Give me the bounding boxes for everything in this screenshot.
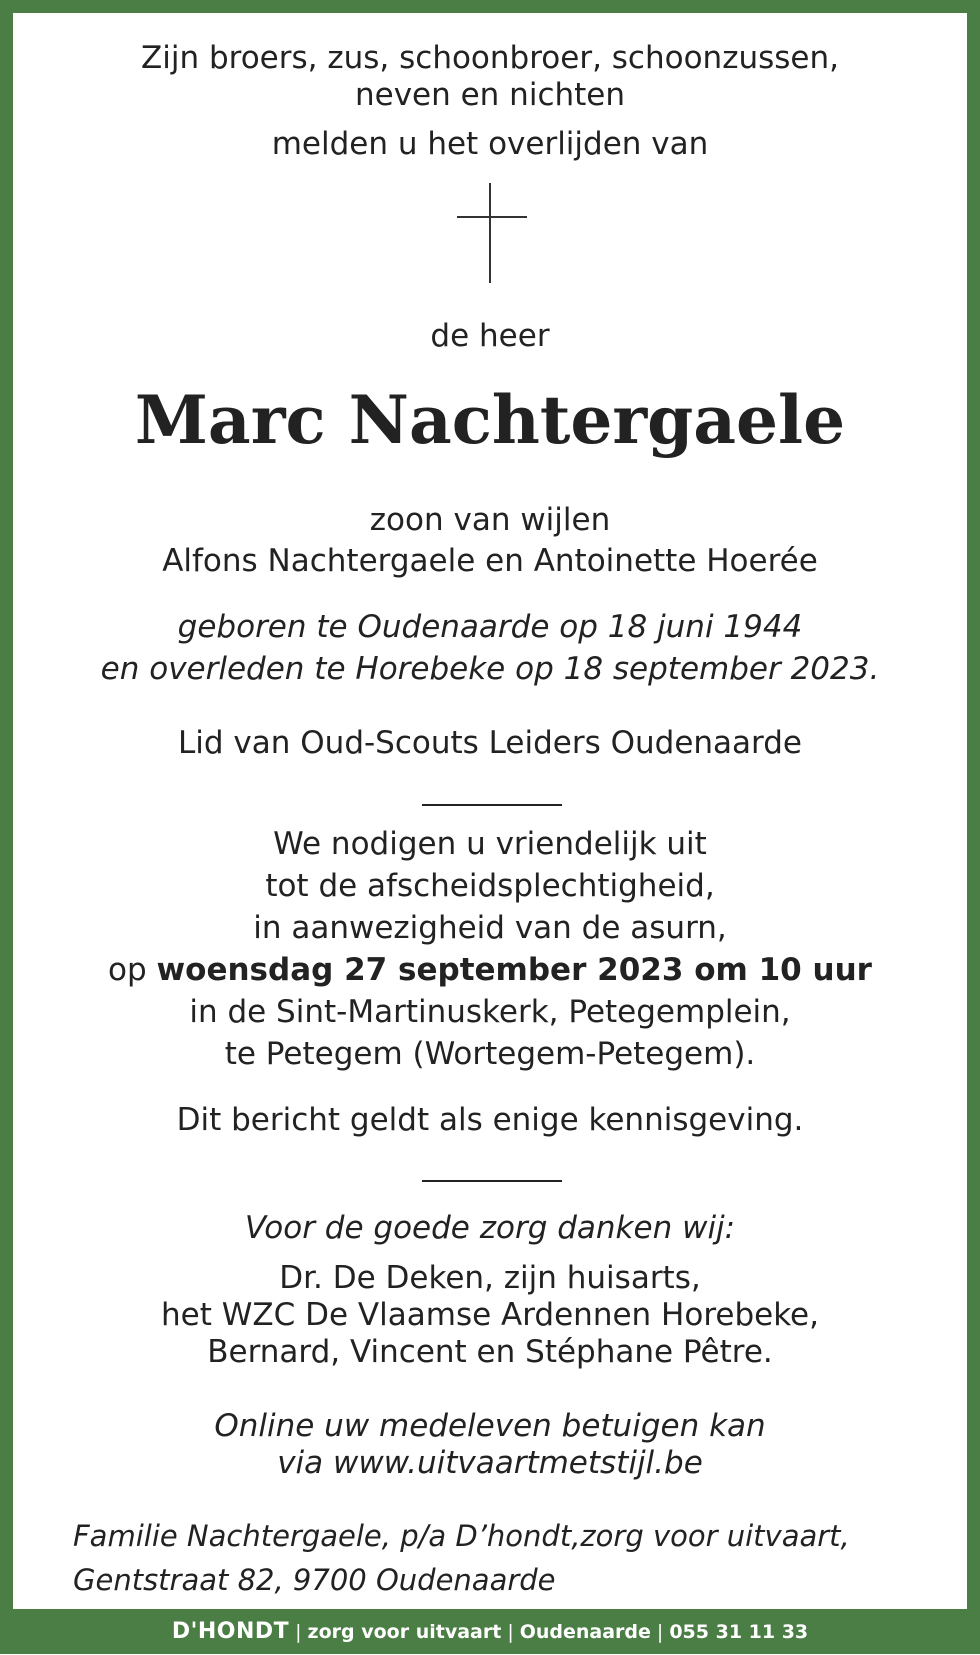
divider	[422, 804, 562, 806]
membership-line: Lid van Oud-Scouts Leiders Oudenaarde	[178, 725, 802, 761]
footer-bar: D'HONDT | zorg voor uitvaart | Oudenaarde | 055 31 11 33	[171, 1619, 809, 1644]
footer-brand: D'HONDT	[171, 1619, 290, 1644]
footer-phone: 055 31 11 33	[669, 1621, 809, 1643]
ceremony-date: woensdag 27 september 2023 om 10 uur	[156, 952, 872, 988]
ceremony-line-2: tot de afscheidsplechtigheid,	[265, 868, 715, 904]
parents-line-1: zoon van wijlen	[369, 502, 611, 538]
intro-line-1: Zijn broers, zus, schoonbroer, schoonzussen,	[141, 40, 839, 76]
deceased-name: Marc Nachtergaele	[134, 381, 846, 459]
thanks-line-3: Bernard, Vincent en Stéphane Pêtre.	[207, 1334, 773, 1370]
parents-line-2: Alfons Nachtergaele en Antoinette Hoerée	[162, 543, 818, 579]
title-de-heer: de heer	[430, 318, 550, 354]
ceremony-line-4	[0, 952, 980, 988]
footer-tagline: zorg voor uitvaart	[307, 1621, 502, 1643]
ceremony-line-6: te Petegem (Wortegem-Petegem).	[224, 1036, 756, 1072]
birth-line: geboren te Oudenaarde op 18 juni 1944	[177, 609, 803, 645]
thanks-heading: Voor de goede zorg danken wij:	[244, 1210, 736, 1246]
online-line-2: via www.uitvaartmetstijl.be	[277, 1445, 703, 1481]
address-line-1: Familie Nachtergaele, p/a D’hondt,zorg voor uitvaart,	[73, 1519, 850, 1553]
ceremony-line-3: in aanwezigheid van de asurn,	[253, 910, 727, 946]
death-line: en overleden te Horebeke op 18 september 2023.	[100, 651, 880, 687]
intro-line-3: melden u het overlijden van	[271, 126, 709, 162]
footer-city: Oudenaarde	[519, 1621, 651, 1643]
thanks-line-1: Dr. De Deken, zijn huisarts,	[279, 1260, 701, 1296]
ceremony-date-prefix: op	[108, 952, 157, 988]
address-line-2: Gentstraat 82, 9700 Oudenaarde	[73, 1563, 556, 1597]
notice-line: Dit bericht geldt als enige kennisgeving.	[176, 1102, 804, 1138]
ceremony-line-5: in de Sint-Martinuskerk, Petegemplein,	[189, 994, 791, 1030]
intro-line-2: neven en nichten	[354, 77, 626, 113]
divider	[422, 1180, 562, 1182]
ceremony-line-1: We nodigen u vriendelijk uit	[273, 826, 707, 862]
thanks-line-2: het WZC De Vlaamse Ardennen Horebeke,	[161, 1297, 819, 1333]
online-line-1: Online uw medeleven betuigen kan	[214, 1408, 766, 1444]
